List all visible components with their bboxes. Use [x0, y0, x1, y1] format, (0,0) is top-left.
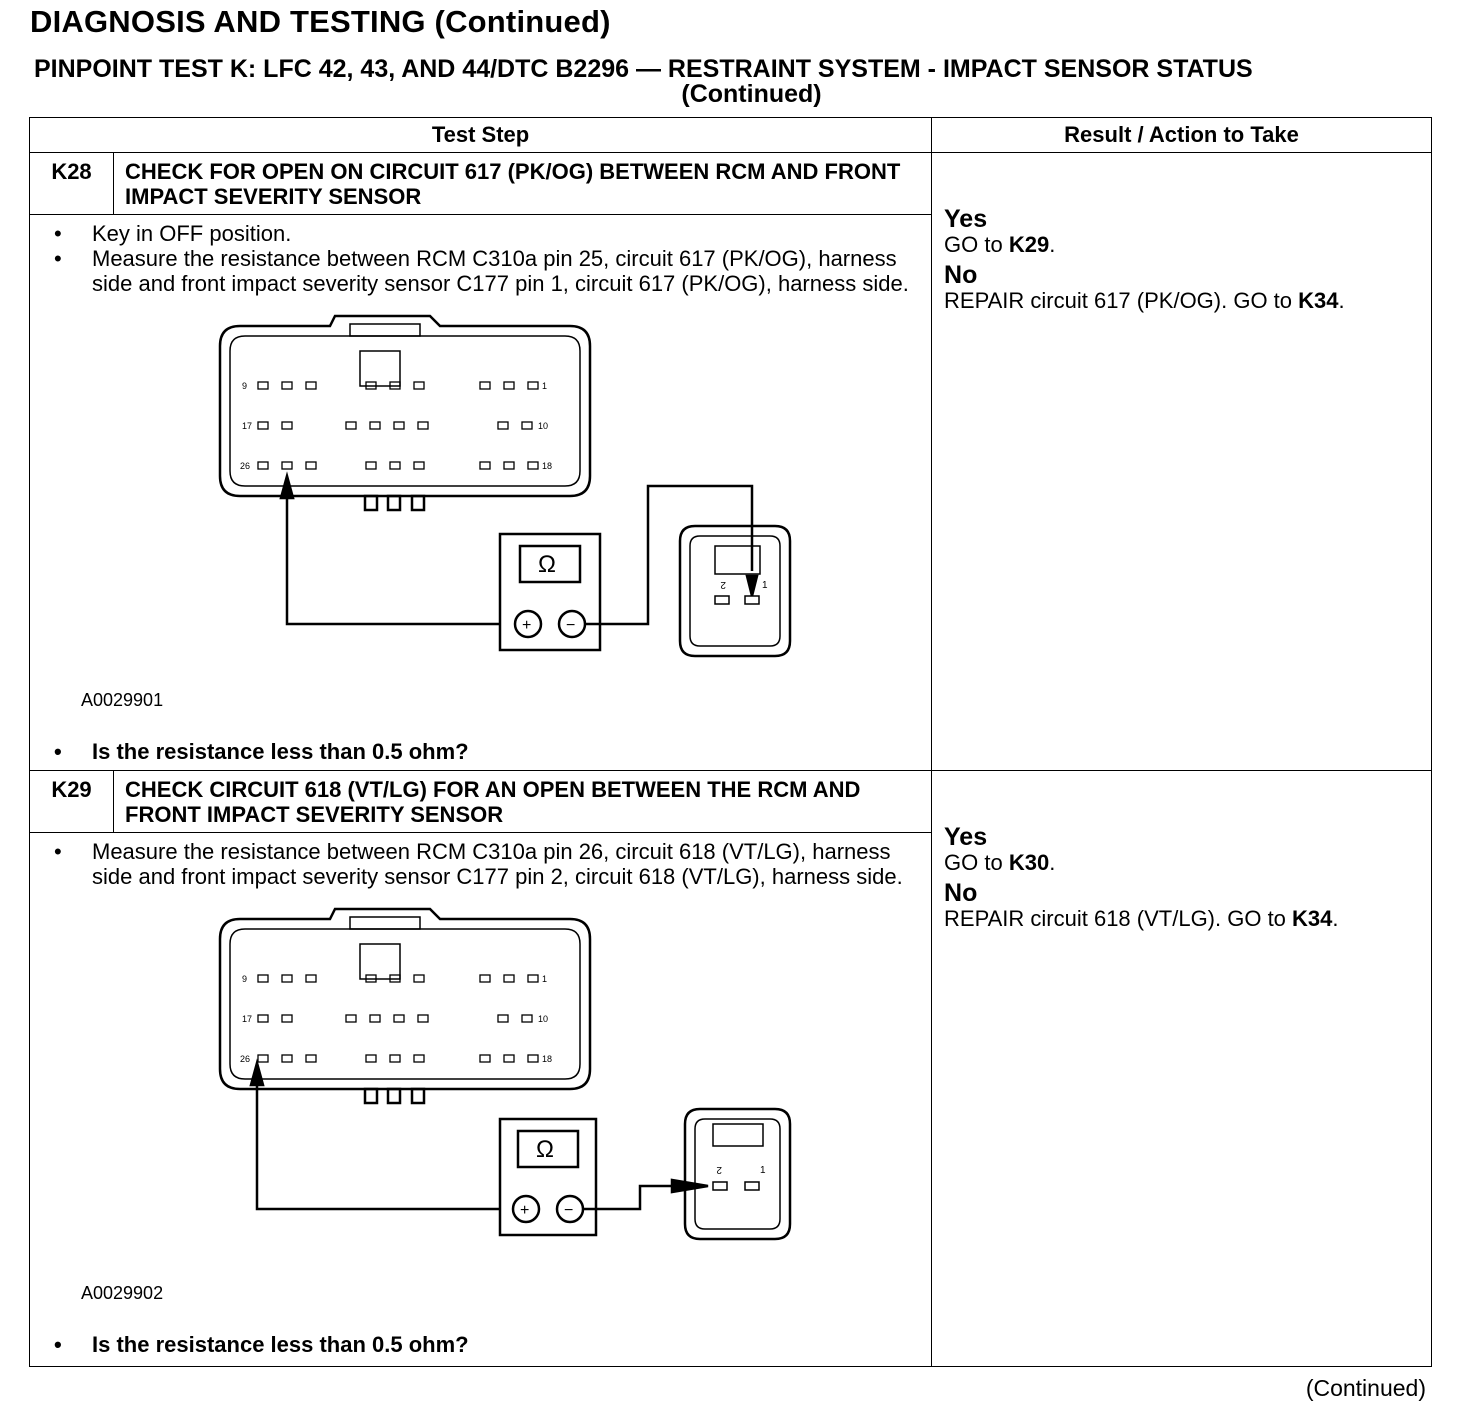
step-body [30, 215, 932, 771]
step-id: K28 [30, 153, 114, 215]
instruction-item: • Key in OFF position. [40, 221, 921, 246]
result-no-label: No [944, 879, 978, 907]
probe-lead-negative [583, 1180, 708, 1209]
pin-label: 18 [542, 461, 553, 471]
pin-label: 17 [242, 421, 253, 431]
wiring-diagram [160, 306, 800, 686]
step-title: CHECK CIRCUIT 618 (VT/LG) FOR AN OPEN BETWEEN THE RCM AND FRONT IMPACT SEVERITY SENSOR [114, 771, 932, 833]
result-yes-label: Yes [944, 205, 988, 233]
sensor-pin-label: 2 [720, 579, 726, 590]
step-instructions [40, 221, 921, 296]
header-test-step: Test Step [30, 118, 932, 153]
minus-terminal: − [564, 1202, 574, 1219]
ohm-symbol: Ω [536, 1136, 554, 1163]
test-title-text: PINPOINT TEST K: LFC 42, 43, AND 44/DTC B2296 — RESTRAINT SYSTEM - IMPACT SENSOR STATUS [34, 55, 1253, 83]
pin-label: 10 [538, 421, 549, 431]
pin-label: 26 [240, 461, 251, 471]
pin-label: 18 [542, 1054, 553, 1064]
sensor-pin-label: 1 [762, 580, 768, 591]
result-yes-action: GO to K29. [944, 232, 1056, 257]
step-result [932, 153, 1432, 771]
goto-link[interactable]: K30 [1008, 850, 1050, 875]
sensor-pin-label: 1 [760, 1165, 766, 1176]
step-body [30, 833, 932, 1367]
step-title: CHECK FOR OPEN ON CIRCUIT 617 (PK/OG) BETWEEN RCM AND FRONT IMPACT SEVERITY SENSOR [114, 153, 932, 215]
pinpoint-test-table [29, 117, 1432, 1367]
pin-label: 17 [242, 1014, 253, 1024]
page-title: DIAGNOSIS AND TESTING (Continued) [30, 4, 611, 39]
minus-terminal: − [566, 617, 576, 634]
result-no-action: REPAIR circuit 618 (VT/LG). GO to K34. [944, 906, 1339, 931]
goto-link[interactable]: K34 [1298, 288, 1339, 313]
figure-code: A0029902 [81, 1283, 164, 1303]
step-question-list [40, 1332, 921, 1357]
pin-label: 9 [242, 381, 248, 391]
pinpoint-test-title [34, 55, 1429, 109]
footer-continued: (Continued) [1305, 1375, 1426, 1401]
sensor-connector [680, 526, 790, 656]
instruction-item: • Measure the resistance between RCM C310a pin 26, circuit 618 (VT/LG), harness side and front impact severity sensor C177 pin 2, circuit 618 (VT/LG), harness side. [40, 839, 921, 889]
pin-label: 1 [542, 381, 548, 391]
result-yes-label: Yes [944, 823, 988, 851]
figure-code: A0029901 [81, 690, 164, 710]
plus-terminal: + [522, 617, 532, 634]
step-instructions [40, 839, 921, 889]
step-result [932, 771, 1432, 1367]
wiring-diagram [160, 899, 800, 1279]
step-question-list [40, 739, 921, 764]
pin-label: 9 [242, 974, 248, 984]
goto-link[interactable]: K29 [1008, 232, 1050, 257]
plus-terminal: + [520, 1202, 530, 1219]
instruction-item: • Measure the resistance between RCM C310a pin 25, circuit 617 (PK/OG), harness side and front impact severity sensor C177 pin 1, circuit 617 (PK/OG), harness side. [40, 246, 921, 296]
probe-lead-positive [281, 476, 500, 624]
sensor-connector [685, 1109, 790, 1239]
goto-link[interactable]: K34 [1292, 906, 1333, 931]
step-id: K29 [30, 771, 114, 833]
ohm-symbol: Ω [538, 551, 556, 578]
test-title-continued: (Continued) [681, 80, 822, 108]
result-no-action: REPAIR circuit 617 (PK/OG). GO to K34. [944, 288, 1345, 313]
rcm-connector [220, 909, 590, 1103]
step-question: • Is the resistance less than 0.5 ohm? [40, 739, 921, 764]
probe-lead-positive [251, 1063, 500, 1209]
result-no-label: No [944, 261, 978, 289]
pin-label: 1 [542, 974, 548, 984]
sensor-pin-label: 2 [716, 1164, 722, 1175]
result-yes-action: GO to K30. [944, 850, 1056, 875]
rcm-connector [220, 316, 590, 510]
header-result: Result / Action to Take [932, 118, 1432, 153]
step-question: • Is the resistance less than 0.5 ohm? [40, 1332, 921, 1357]
pin-label: 10 [538, 1014, 549, 1024]
pin-label: 26 [240, 1054, 251, 1064]
